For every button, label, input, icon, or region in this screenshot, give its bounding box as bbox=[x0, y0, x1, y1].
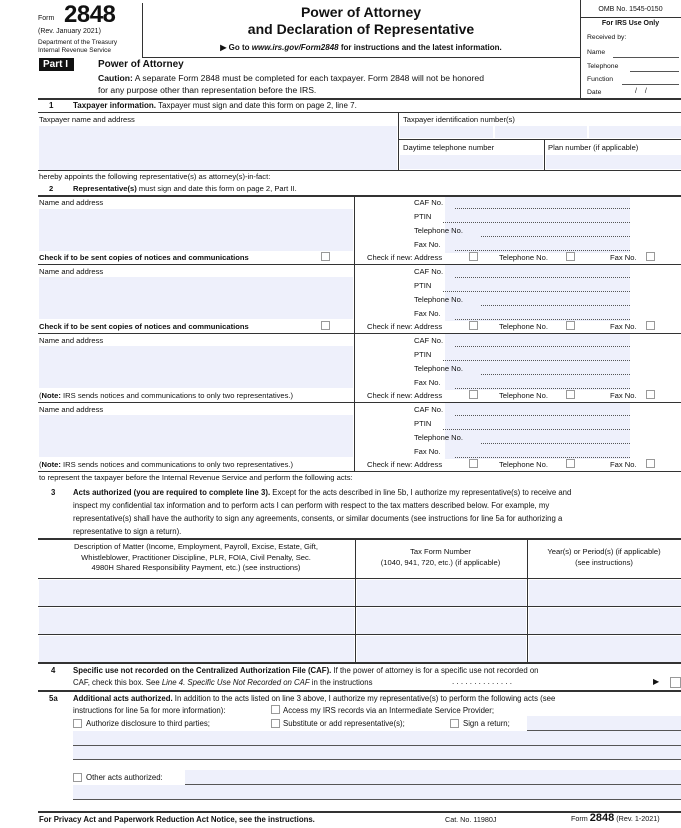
rep2-new-fax-checkbox[interactable] bbox=[646, 321, 655, 330]
rep2-send-copies-checkbox[interactable] bbox=[321, 321, 330, 330]
matter-row3-tax-form[interactable] bbox=[357, 636, 526, 662]
telephone-label: Telephone No. bbox=[414, 226, 463, 235]
footer-form-prefix: Form bbox=[571, 814, 590, 823]
col-years-header bbox=[527, 546, 681, 568]
rep4-ptin-input[interactable] bbox=[443, 429, 630, 430]
instructions-link-line bbox=[142, 43, 580, 52]
line1-text: Taxpayer must sign and date this form on page 2, line 7. bbox=[155, 101, 357, 110]
line4-leader-dots: . . . . . . . . . . . . . . bbox=[452, 677, 513, 686]
rep3-new-address-checkbox[interactable] bbox=[469, 390, 478, 399]
caf-label: CAF No. bbox=[414, 267, 444, 276]
fax-label: Fax No. bbox=[414, 309, 441, 318]
ptin-label: PTIN bbox=[414, 281, 432, 290]
rep2-telephone-input[interactable] bbox=[481, 305, 630, 306]
daytime-phone-label: Daytime telephone number bbox=[403, 143, 495, 152]
line3-text-2: inspect my confidential tax information and to perform acts I can perform with respect to the tax matters described below. For example, my bbox=[73, 501, 550, 510]
substitute-representative-label: Substitute or add representative(s); bbox=[283, 719, 405, 728]
line3-l1: Except for the acts described in line 5b, I authorize my representative(s) to receive and bbox=[270, 488, 572, 497]
rep4-telephone-input[interactable] bbox=[481, 443, 630, 444]
rep4-name-address-input[interactable] bbox=[39, 415, 353, 457]
check-new-address-label: Check if new: Address bbox=[367, 253, 443, 262]
rep3-ptin-input[interactable] bbox=[443, 360, 630, 361]
check-new-address-label: Check if new: Address bbox=[367, 322, 443, 331]
line4-bold: Specific use not recorded on the Centralized Authorization File (CAF). bbox=[73, 666, 332, 675]
col2-h1: Tax Form Number bbox=[410, 547, 471, 556]
rep2-ptin-input[interactable] bbox=[443, 291, 630, 292]
rep3-fax-input[interactable] bbox=[455, 388, 630, 389]
matter-row1-description[interactable] bbox=[39, 580, 354, 606]
ptin-label: PTIN bbox=[414, 212, 432, 221]
irs-date-label: Date bbox=[587, 89, 602, 96]
telephone-label: Telephone No. bbox=[414, 295, 463, 304]
col-description-header bbox=[38, 542, 354, 574]
line4-number: 4 bbox=[51, 666, 56, 675]
telephone-label: Telephone No. bbox=[414, 364, 463, 373]
revision-date: (Rev. January 2021) bbox=[38, 28, 101, 35]
irs-name-line bbox=[613, 57, 679, 58]
isp-access-label: Access my IRS records via an Intermediate Service Provider; bbox=[283, 706, 495, 715]
taxpayer-name-address-input[interactable] bbox=[39, 126, 397, 170]
line5a-number: 5a bbox=[49, 694, 58, 703]
col3-h1: Year(s) or Period(s) (if applicable) bbox=[547, 547, 661, 556]
line4-l2-italic: Line 4. Specific Use Not Recorded on CAF bbox=[161, 678, 310, 687]
fax-label: Fax No. bbox=[414, 447, 441, 456]
form-title-line1: Power of Attorney bbox=[300, 4, 422, 20]
fax-label: Fax No. bbox=[414, 378, 441, 387]
line-num: 1 bbox=[49, 101, 54, 110]
form-label: Form bbox=[38, 15, 55, 22]
check-new-fax-label: Fax No. bbox=[610, 460, 637, 469]
col1-h2: Whistleblower, Practitioner Discipline, PLR, FOIA, Civil Penalty, Sec. bbox=[81, 552, 311, 562]
footer-form-number: 2848 bbox=[589, 812, 615, 824]
rep-name-label: Name and address bbox=[39, 267, 104, 276]
tin-input-1[interactable] bbox=[400, 126, 493, 138]
col-tax-form-header bbox=[355, 546, 526, 568]
irs-url-link[interactable]: www.irs.gov/Form2848 bbox=[251, 43, 339, 52]
rep1-new-telephone-checkbox[interactable] bbox=[566, 252, 575, 261]
rep4-fields-bg bbox=[445, 403, 630, 459]
caution-label: Caution: bbox=[98, 73, 133, 83]
authorize-disclosure-label: Authorize disclosure to third parties; bbox=[86, 719, 210, 728]
caf-label: CAF No. bbox=[414, 405, 444, 414]
fax-label: Fax No. bbox=[414, 240, 441, 249]
caution-text: A separate Form 2848 must be completed for each taxpayer. Form 2848 will not be honored bbox=[132, 73, 484, 83]
tin-label: Taxpayer identification number(s) bbox=[403, 115, 515, 124]
omb-number: OMB No. 1545-0150 bbox=[598, 6, 663, 13]
substitute-representative-checkbox[interactable] bbox=[271, 719, 280, 728]
irs-use-only: For IRS Use Only bbox=[601, 20, 660, 27]
sign-return-input[interactable] bbox=[527, 716, 681, 730]
line2-heading bbox=[73, 184, 297, 193]
irs-function-line bbox=[622, 84, 679, 85]
other-acts-line2-input[interactable] bbox=[73, 785, 681, 799]
line2-text: must sign and date this form on page 2, Part II. bbox=[136, 184, 297, 193]
line3-text-1 bbox=[73, 488, 571, 497]
rep1-fields-bg bbox=[445, 197, 630, 253]
matter-row1-tax-form[interactable] bbox=[357, 580, 526, 606]
footer-form-id bbox=[571, 812, 660, 824]
note-bold: Note: bbox=[41, 460, 61, 469]
col1-h1: Description of Matter (Income, Employment, Payroll, Excise, Estate, Gift, bbox=[74, 542, 318, 551]
caution-line1 bbox=[98, 73, 484, 83]
check-new-telephone-label: Telephone No. bbox=[499, 460, 548, 469]
other-acts-input[interactable] bbox=[185, 770, 681, 784]
check-new-address-label: Check if new: Address bbox=[367, 391, 443, 400]
received-by-label: Received by: bbox=[587, 34, 627, 41]
line4-caf-checkbox[interactable] bbox=[670, 677, 681, 688]
rep4-caf-input[interactable] bbox=[455, 415, 630, 416]
col2-h2: (1040, 941, 720, etc.) (if applicable) bbox=[380, 558, 501, 567]
line2-number bbox=[49, 184, 53, 193]
check-new-fax-label: Fax No. bbox=[610, 391, 637, 400]
rep1-fax-input[interactable] bbox=[455, 250, 630, 251]
rep1-telephone-input[interactable] bbox=[481, 236, 630, 237]
rep2-fax-input[interactable] bbox=[455, 319, 630, 320]
rep2-new-telephone-checkbox[interactable] bbox=[566, 321, 575, 330]
line5a-l1: In addition to the acts listed on line 3 above, I authorize my representative(s) to perform the following acts (see bbox=[172, 694, 556, 703]
note-two-representatives: (Note: IRS sends notices and communications to only two representatives.) bbox=[39, 460, 294, 469]
send-copies-label: Check if to be sent copies of notices and communications bbox=[39, 253, 249, 262]
irs-date-slashes: / / bbox=[635, 88, 647, 95]
goto-suffix: for instructions and the latest information. bbox=[338, 43, 502, 52]
rep4-fax-input[interactable] bbox=[455, 457, 630, 458]
irs-telephone-line bbox=[630, 71, 679, 72]
rep2-name-address-input[interactable] bbox=[39, 277, 353, 319]
taxpayer-name-label: Taxpayer name and address bbox=[39, 115, 135, 124]
tin-input-2[interactable] bbox=[495, 126, 587, 138]
catalog-number: Cat. No. 11980J bbox=[445, 815, 497, 824]
line-num: 2 bbox=[49, 184, 54, 193]
part-title: Power of Attorney bbox=[98, 59, 184, 70]
line3-text-3: representative(s) shall have the authority to sign any agreements, consents, or similar documents (see instructions for line 5a for authorizing a bbox=[73, 514, 563, 523]
additional-acts-line1-input[interactable] bbox=[73, 731, 681, 745]
telephone-label: Telephone No. bbox=[414, 433, 463, 442]
daytime-phone-input[interactable] bbox=[400, 155, 543, 169]
line4-text-1 bbox=[73, 666, 539, 675]
plan-number-label: Plan number (if applicable) bbox=[548, 143, 639, 152]
authorize-disclosure-checkbox[interactable] bbox=[73, 719, 82, 728]
line4-l2b: in the instructions bbox=[309, 678, 373, 687]
note-text: IRS sends notices and communications to only two representatives.) bbox=[60, 460, 294, 469]
rep1-send-copies-checkbox[interactable] bbox=[321, 252, 330, 261]
matter-row3-years[interactable] bbox=[529, 636, 681, 662]
caf-label: CAF No. bbox=[414, 336, 444, 345]
rep3-caf-input[interactable] bbox=[455, 346, 630, 347]
line4-l1: If the power of attorney is for a specific use not recorded on bbox=[331, 666, 539, 675]
rep2-fields-bg bbox=[445, 265, 630, 321]
caf-label: CAF No. bbox=[414, 198, 444, 207]
ptin-label: PTIN bbox=[414, 419, 432, 428]
privacy-notice: For Privacy Act and Paperwork Reduction Act Notice, see the instructions. bbox=[39, 815, 315, 824]
rep4-new-address-checkbox[interactable] bbox=[469, 459, 478, 468]
check-new-telephone-label: Telephone No. bbox=[499, 253, 548, 262]
irs-telephone-label: Telephone bbox=[587, 63, 619, 70]
matter-row2-tax-form[interactable] bbox=[357, 608, 526, 634]
col3-h2: (see instructions) bbox=[575, 558, 633, 567]
goto-prefix: ▶ Go to bbox=[220, 43, 252, 52]
check-new-fax-label: Fax No. bbox=[610, 322, 637, 331]
line1-heading bbox=[73, 101, 357, 110]
rep1-name-address-input[interactable] bbox=[39, 209, 353, 251]
check-new-telephone-label: Telephone No. bbox=[499, 322, 548, 331]
arrow-right-icon: ▶ bbox=[653, 677, 660, 686]
rep1-new-address-checkbox[interactable] bbox=[469, 252, 478, 261]
plan-number-input[interactable] bbox=[546, 155, 681, 169]
line3-number: 3 bbox=[51, 488, 56, 497]
col1-h3: 4980H Shared Responsibility Payment, etc.) (see instructions) bbox=[91, 563, 301, 572]
check-new-telephone-label: Telephone No. bbox=[499, 391, 548, 400]
irs-function-label: Function bbox=[587, 76, 614, 83]
rep-name-label: Name and address bbox=[39, 198, 104, 207]
part-badge: Part I bbox=[39, 58, 74, 71]
line5a-bold: Additional acts authorized. bbox=[73, 694, 173, 703]
rep3-name-address-input[interactable] bbox=[39, 346, 353, 388]
check-new-fax-label: Fax No. bbox=[610, 253, 637, 262]
matter-row2-years[interactable] bbox=[529, 608, 681, 634]
rep2-new-address-checkbox[interactable] bbox=[469, 321, 478, 330]
isp-access-checkbox[interactable] bbox=[271, 705, 280, 714]
rep2-caf-input[interactable] bbox=[455, 277, 630, 278]
other-acts-label: Other acts authorized: bbox=[86, 773, 163, 782]
tin-input-3[interactable] bbox=[589, 126, 681, 138]
matter-row1-years[interactable] bbox=[529, 580, 681, 606]
line3-text-4: representative to sign a return). bbox=[73, 527, 182, 536]
represent-text: to represent the taxpayer before the Internal Revenue Service and perform the following acts: bbox=[39, 473, 353, 482]
send-copies-label: Check if to be sent copies of notices and communications bbox=[39, 322, 249, 331]
rep3-new-fax-checkbox[interactable] bbox=[646, 390, 655, 399]
irs-name-label: Name bbox=[587, 49, 606, 56]
footer-rev: (Rev. 1-2021) bbox=[614, 814, 660, 823]
rep3-telephone-input[interactable] bbox=[481, 374, 630, 375]
line3-bold: Acts authorized (you are required to complete line 3). bbox=[73, 488, 271, 497]
form-number: 2848 bbox=[64, 1, 116, 28]
ptin-label: PTIN bbox=[414, 350, 432, 359]
rep4-new-telephone-checkbox[interactable] bbox=[566, 459, 575, 468]
rep3-fields-bg bbox=[445, 334, 630, 390]
line1-number bbox=[49, 101, 53, 110]
line4-text-2 bbox=[73, 678, 372, 687]
caution-line2: for any purpose other than representation before the IRS. bbox=[98, 85, 317, 95]
line4-l2a: CAF, check this box. See bbox=[73, 678, 162, 687]
sign-return-label: Sign a return; bbox=[463, 719, 510, 728]
additional-acts-line2-input[interactable] bbox=[73, 746, 681, 759]
department: Department of the Treasury bbox=[38, 39, 118, 46]
rep4-new-fax-checkbox[interactable] bbox=[646, 459, 655, 468]
rep-name-label: Name and address bbox=[39, 405, 104, 414]
line5a-text-1 bbox=[73, 694, 555, 703]
agency: Internal Revenue Service bbox=[38, 47, 111, 54]
note-bold: Note: bbox=[41, 391, 61, 400]
rep-name-label: Name and address bbox=[39, 336, 104, 345]
other-acts-checkbox[interactable] bbox=[73, 773, 82, 782]
line2-bold: Representative(s) bbox=[73, 184, 137, 193]
rep1-ptin-input[interactable] bbox=[443, 222, 630, 223]
note-two-representatives: (Note: IRS sends notices and communications to only two representatives.) bbox=[39, 391, 294, 400]
check-new-address-label: Check if new: Address bbox=[367, 460, 443, 469]
matter-row3-description[interactable] bbox=[39, 636, 354, 662]
rep3-new-telephone-checkbox[interactable] bbox=[566, 390, 575, 399]
note-text: IRS sends notices and communications to only two representatives.) bbox=[60, 391, 294, 400]
line1-bold: Taxpayer information. bbox=[73, 101, 156, 110]
form-title-line2: and Declaration of Representative bbox=[247, 21, 475, 37]
appoints-text: hereby appoints the following representative(s) as attorney(s)-in-fact: bbox=[39, 172, 271, 181]
line5a-text-2: instructions for line 5a for more information): bbox=[73, 706, 226, 715]
matter-row2-description[interactable] bbox=[39, 608, 354, 634]
rep1-caf-input[interactable] bbox=[455, 208, 630, 209]
rep1-new-fax-checkbox[interactable] bbox=[646, 252, 655, 261]
sign-return-checkbox[interactable] bbox=[450, 719, 459, 728]
